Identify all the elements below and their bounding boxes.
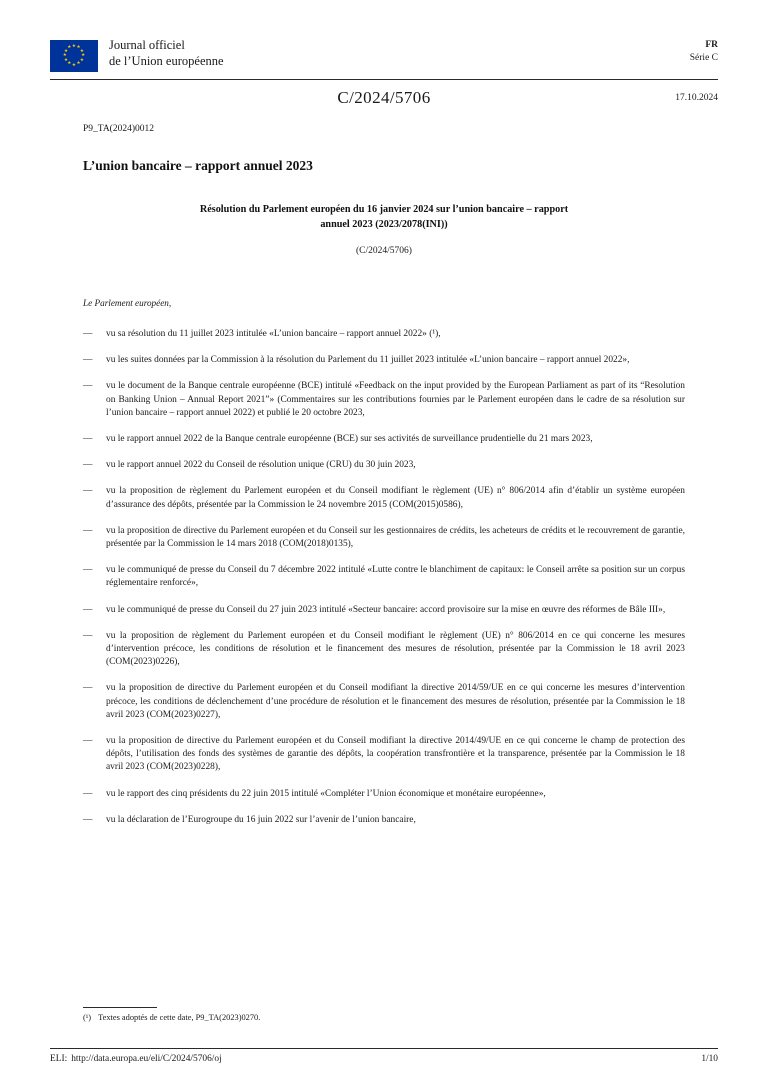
recital-item [83,814,685,827]
recital-item [83,525,685,551]
language-code: FR [705,40,718,50]
resolution-title [83,202,685,232]
eli-identifier [50,1054,222,1064]
resolution-title-line1: Résolution du Parlement européen du 16 janvier 2024 sur l’union bancaire – rapport [199,204,569,215]
recital-dash: — [83,434,93,445]
recital-text: vu la proposition de règlement du Parlement européen et du Conseil modifiant le règlement (UE) n° 806/2014 afin d’établir un système européen d’assurance des dépôts, présentée par la Commission le 24 novembre 2015 (COM(2015)0586), [106,486,685,510]
recital-item [83,328,685,341]
recital-dash: — [83,486,93,497]
recital-text: vu le rapport des cinq présidents du 22 juin 2015 intitulé «Compléter l’Union économique et monétaire européenne», [106,788,546,799]
document-content [83,123,685,840]
recital-dash: — [83,630,93,641]
document-number: C/2024/5706 [337,88,431,107]
masthead-left [50,38,224,72]
eli-url[interactable]: http://data.europa.eu/eli/C/2024/5706/oj [71,1054,222,1064]
recital-text: vu les suites données par la Commission à la résolution du Parlement du 11 juillet 2023 intitulée «L’union bancaire – rapport annuel 2022», [106,355,630,366]
recital-item [83,485,685,511]
document-number-line [50,88,718,108]
recital-dash: — [83,329,93,339]
intro-line: Le Parlement européen, [83,298,172,308]
recital-item [83,604,685,617]
journal-title-line2: de l’Union européenne [109,53,224,68]
recital-dash: — [83,381,93,392]
header-divider [50,79,718,80]
page-footer [50,1054,718,1064]
recital-dash: — [83,565,93,576]
resolution-code: (C/2024/5706) [356,246,412,256]
recital-dash: — [83,788,93,799]
recital-dash: — [83,683,93,694]
footnote-text: Textes adoptés de cette date, P9_TA(2023)0270. [98,1013,261,1022]
recital-dash: — [83,604,93,615]
recital-item [83,354,685,367]
document-date: 17.10.2024 [675,93,718,103]
recital-text: vu le document de la Banque centrale européenne (BCE) intitulé «Feedback on the input provided by the European Parliament as part of its “Resolution on Banking Union – Annual Report 2021”» (Commentaires sur les contributions fournies par le Parlement européen dans le cadre de sa résolution sur l’union bancaire – rapport annuel 2022) et publié le 20 octobre 2023, [106,381,685,418]
recital-text: vu le communiqué de presse du Conseil du 27 juin 2023 intitulé «Secteur bancaire: accord provisoire sur la mise en œuvre des réformes de Bâle III», [106,604,666,615]
recital-text: vu le rapport annuel 2022 de la Banque centrale européenne (BCE) sur ses activités de surveillance prudentielle du 21 mars 2023, [106,434,593,445]
footnote [83,1012,685,1023]
eli-label: ELI: [50,1054,68,1064]
recital-dash: — [83,355,93,366]
recital-text: vu la proposition de directive du Parlement européen et du Conseil sur les gestionnaires de crédits, les acheteurs de crédits et le recouvrement de garantie, présentée par la Commission le 14 mars 2018 (COM(2018)0135), [106,525,685,550]
page-number: 1/10 [701,1054,718,1064]
eu-flag-icon [50,40,98,72]
page-title: L’union bancaire – rapport annuel 2023 [83,158,313,173]
recital-item [83,735,685,775]
recital-dash: — [83,460,93,471]
recitals-list [83,328,685,827]
recital-text: vu la proposition de directive du Parlement européen et du Conseil modifiant la directive 2014/49/UE en ce qui concerne le champ de protection des dépôts, l’utilisation des fonds des systèmes de garantie des dépôts, la coopération transfrontière et la transparence, présentée par la Commission le 18 avril 2023 (COM(2023)0228), [106,736,685,773]
reference-code: P9_TA(2024)0012 [83,124,155,134]
recital-text: vu le communiqué de presse du Conseil du 7 décembre 2022 intitulé «Lutte contre le blanchiment de capitaux: le Conseil arrête sa position sur un corpus réglementaire renforcé», [106,565,685,589]
recital-dash: — [83,814,93,825]
recital-item [83,788,685,801]
recital-item [83,459,685,472]
recital-text: vu sa résolution du 11 juillet 2023 intitulée «L’union bancaire – rapport annuel 2022» (¹), [106,329,441,339]
series-label: Série C [689,52,718,63]
masthead-right [690,38,718,64]
recital-item [83,433,685,446]
recital-text: vu le rapport annuel 2022 du Conseil de résolution unique (CRU) du 30 juin 2023, [106,460,416,471]
footer-divider [50,1048,718,1049]
footnote-marker: (¹) [83,1013,92,1022]
recital-text: vu la proposition de directive du Parlement européen et du Conseil modifiant la directive 2014/59/UE en ce qui concerne les mesures d’intervention précoce, les conditions de déclenchement d’une procédure de résolution et le financement des mesures de résolution, présentée par la Commission le 18 avril 2023 (COM(2023)0227), [106,683,685,720]
recital-item [83,380,685,420]
recital-text: vu la déclaration de l’Eurogroupe du 16 juin 2022 sur l’avenir de l’union bancaire, [106,814,416,825]
recital-item [83,564,685,590]
recital-dash: — [83,525,93,536]
journal-title [109,38,224,69]
recital-item [83,630,685,670]
footnote-separator [83,1007,157,1008]
journal-title-line1: Journal officiel [109,38,185,52]
recital-item [83,682,685,722]
recital-dash: — [83,736,93,747]
masthead [50,38,718,72]
recital-text: vu la proposition de règlement du Parlement européen et du Conseil modifiant le règlement (UE) n° 806/2014 en ce qui concerne les mesures d’intervention précoce, les conditions de résolution et le financement des mesures de résolution, présentée par la Commission le 18 avril 2023 (COM(2023)0226), [106,630,685,668]
resolution-title-line2: annuel 2023 (2023/2078(INI)) [320,219,448,230]
